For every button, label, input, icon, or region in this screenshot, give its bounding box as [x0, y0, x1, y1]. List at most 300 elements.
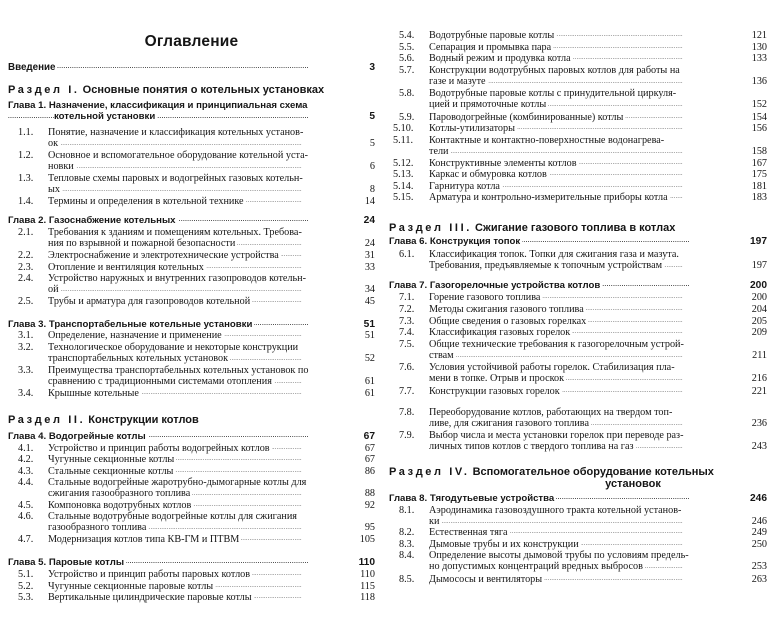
toc-chapter-number: Глава 2. — [8, 215, 47, 226]
toc-subsection-entry[interactable] — [8, 388, 375, 399]
toc-entry-line-text-wrap — [8, 431, 148, 442]
toc-entry-number: 4.5. — [18, 500, 34, 511]
toc-entry-line-text: Переоборудование котлов, работающих на твердом топ- — [429, 407, 673, 418]
toc-entry-number: 7.9. — [399, 430, 415, 441]
toc-page-number: 243 — [751, 441, 767, 453]
toc-entry-text — [389, 362, 767, 385]
toc-subsection-entry[interactable] — [8, 262, 375, 273]
toc-page-number: 24 — [364, 238, 375, 250]
toc-entry-number: 4.2. — [18, 454, 34, 465]
toc-page-number: 110 — [358, 557, 375, 568]
toc-entry-line-text: сжигания газообразного топлива — [48, 488, 191, 500]
toc-part-title-continued: установок — [605, 478, 661, 490]
toc-page-number: 115 — [360, 581, 375, 592]
toc-entry-number: 8.1. — [399, 505, 415, 516]
toc-subsection-entry[interactable] — [389, 339, 767, 362]
toc-entry-line-text: Водогрейные котлы — [48, 431, 146, 442]
toc-subsection-entry[interactable] — [389, 362, 767, 385]
toc-entry-number: 7.3. — [399, 316, 415, 327]
toc-entry-text — [389, 407, 767, 430]
toc-page-number: 205 — [751, 316, 767, 327]
toc-entry-line-text-wrap — [389, 493, 556, 504]
toc-subsection-entry[interactable] — [389, 505, 767, 528]
toc-entry-text — [389, 386, 767, 397]
toc-entry-line — [48, 443, 353, 454]
toc-entry-line-text: Отопление и вентиляция котельных — [48, 262, 204, 273]
toc-chapter-entry[interactable] — [389, 280, 767, 291]
toc-entry-line — [48, 273, 353, 284]
toc-subsection-entry[interactable] — [389, 192, 767, 203]
toc-entry-line-text: ой — [48, 284, 59, 296]
toc-page-number: 246 — [750, 493, 767, 504]
toc-entry-line-text: Водотрубные паровые котлы с принудительной циркуля- — [429, 88, 677, 99]
toc-entry-line-text: Преимущества транспортабельных котельных установок по — [48, 365, 309, 376]
toc-entry-text — [8, 365, 375, 388]
toc-subsection-entry[interactable] — [8, 511, 375, 534]
toc-entry-number: 5.6. — [399, 53, 415, 64]
toc-subsection-entry[interactable] — [389, 386, 767, 397]
toc-entry-line-text: Требования, предъявляемые к топочным устройствам — [429, 260, 663, 272]
toc-entry-text — [8, 557, 375, 568]
toc-subsection-entry[interactable] — [8, 150, 375, 173]
toc-entry-number: 5.7. — [399, 65, 415, 76]
toc-entry-text — [389, 192, 767, 203]
toc-entry-text — [389, 135, 767, 158]
toc-entry-text — [389, 123, 767, 134]
toc-entry-line-text: но допустимых концентраций вредных выбросов — [429, 561, 643, 573]
toc-entry-line — [48, 284, 353, 295]
toc-entry-text — [8, 173, 375, 196]
toc-page-number: 183 — [751, 192, 767, 203]
toc-subsection-entry[interactable] — [8, 466, 375, 477]
toc-entry-text — [389, 42, 767, 53]
toc-entry-text — [389, 430, 767, 453]
toc-page-number: 197 — [750, 236, 767, 247]
toc-entry-text — [389, 236, 767, 247]
toc-part-heading — [389, 466, 767, 490]
toc-entry-line-text: Трубы и арматура для газопроводов котельной — [48, 296, 251, 307]
toc-chapter-number: Глава 8. — [389, 493, 428, 504]
toc-entry-line — [48, 127, 353, 138]
toc-page-number: 216 — [751, 373, 767, 385]
toc-entry-line — [429, 292, 745, 303]
toc-page-number: 88 — [364, 488, 375, 500]
toc-chapter-number: Глава 5. — [8, 557, 47, 568]
toc-entry-line-text: Условия устойчивой работы горелок. Стабилизация пла- — [429, 362, 675, 373]
toc-subsection-entry[interactable] — [8, 365, 375, 388]
toc-page-number: 167 — [751, 158, 767, 169]
toc-page-number: 3 — [369, 62, 375, 73]
toc-chapter-number: Глава 6. — [389, 236, 428, 247]
toc-chapter-entry[interactable] — [389, 236, 767, 247]
toc-entry-line — [48, 238, 353, 249]
toc-part-title: Конструкции котлов — [88, 414, 199, 426]
toc-entry-line-text-wrap — [8, 215, 178, 226]
toc-entry-text — [8, 592, 375, 603]
toc-entry-line — [429, 158, 745, 169]
toc-entry-line-text: Тепловые схемы паровых и водогрейных газовых котельн- — [48, 173, 303, 184]
toc-entry-line — [429, 169, 745, 180]
toc-entry-line-text-wrap — [389, 236, 522, 247]
toc-page-number: 5 — [369, 111, 375, 123]
toc-entry-line — [48, 365, 353, 376]
toc-page-number: 236 — [751, 418, 767, 430]
toc-entry-line-text: Горение газового топлива — [429, 292, 541, 303]
toc-subsection-entry[interactable] — [8, 592, 375, 603]
toc-entry-line — [48, 250, 353, 261]
toc-entry-line-text: ния по взрывной и пожарной безопасности — [48, 238, 236, 250]
toc-entry-number: 7.1. — [399, 292, 415, 303]
toc-page-number: 92 — [364, 500, 375, 511]
toc-entry-text — [8, 569, 375, 580]
toc-part-title: Основные понятия о котельных установках — [82, 84, 325, 96]
toc-page-number: 61 — [364, 388, 375, 399]
toc-entry-text — [8, 319, 375, 330]
toc-entry-line-text: ок — [48, 138, 59, 150]
toc-entry-line — [429, 327, 745, 338]
toc-entry-text — [8, 196, 375, 207]
toc-entry-line-text-wrap — [8, 100, 310, 111]
toc-subsection-entry[interactable] — [389, 430, 767, 453]
toc-page-number: 61 — [364, 376, 375, 388]
toc-entry-line-text: Котлы-утилизаторы — [429, 123, 515, 134]
toc-chapter-entry[interactable] — [8, 557, 375, 568]
toc-entry-line-text: Стальные водотрубные водогрейные котлы для сжигания — [48, 511, 297, 522]
toc-entry-text — [389, 88, 767, 111]
toc-entry-line — [48, 227, 353, 238]
toc-entry-line-text: новки — [48, 161, 74, 173]
toc-subsection-entry[interactable] — [389, 42, 767, 53]
toc-entry-number: 7.2. — [399, 304, 415, 315]
toc-entry-line-text: Общие сведения о газовых горелках — [429, 316, 587, 327]
toc-entry-line — [429, 76, 745, 87]
toc-entry-line — [48, 522, 353, 533]
toc-entry-text — [8, 100, 375, 123]
toc-subsection-entry[interactable] — [8, 443, 375, 454]
toc-entry-line-text-wrap — [389, 280, 602, 291]
toc-entry-text — [8, 431, 375, 442]
toc-entry-text — [389, 292, 767, 303]
toc-subsection-entry[interactable] — [8, 330, 375, 341]
toc-subsection-entry[interactable] — [389, 123, 767, 134]
toc-entry-line — [429, 249, 745, 260]
toc-entry-number: 7.6. — [399, 362, 415, 373]
toc-entry-line-text: Конструкция топок — [429, 236, 521, 247]
toc-subsection-entry[interactable] — [389, 158, 767, 169]
toc-subsection-entry[interactable] — [8, 569, 375, 580]
toc-entry-line — [429, 181, 745, 192]
toc-subsection-entry[interactable] — [389, 574, 767, 585]
toc-entry-line — [429, 112, 745, 123]
toc-entry-line-text: мени в топке. Отрыв и проскок — [429, 373, 565, 385]
toc-entry-line — [8, 557, 353, 568]
toc-entry-line — [48, 296, 353, 307]
toc-part-title: Сжигание газового топлива в котлах — [474, 222, 676, 234]
toc-entry-line — [8, 319, 353, 330]
toc-entry-line-text: Общие технические требования к газогорелочным устрой- — [429, 339, 684, 350]
toc-page-number: 204 — [751, 304, 767, 315]
toc-page-number: 133 — [751, 53, 767, 64]
toc-entry-line — [8, 62, 353, 73]
toc-entry-line-text: Требования к зданиям и помещениям котельных. Требова- — [48, 227, 302, 238]
toc-entry-line — [48, 196, 353, 207]
toc-entry-number: 4.7. — [18, 534, 34, 545]
toc-entry-line-text: Стальные водогрейные жаротрубно-дымогарные котлы для — [48, 477, 307, 488]
toc-entry-line-text: Основное и вспомогательное оборудование котельной уста- — [48, 150, 308, 161]
toc-subsection-entry[interactable] — [389, 316, 767, 327]
toc-entry-number: 5.12. — [393, 158, 414, 169]
toc-entry-line — [429, 561, 745, 572]
toc-subsection-entry[interactable] — [8, 250, 375, 261]
toc-part-label: Раздел IV. — [389, 466, 470, 478]
toc-subsection-entry[interactable] — [389, 88, 767, 111]
toc-entry-number: 5.10. — [393, 123, 414, 134]
toc-entry-line-text: Аэродинамика газовоздушного тракта котельной установ- — [429, 505, 682, 516]
toc-subsection-entry[interactable] — [389, 53, 767, 64]
toc-page-number: 158 — [751, 146, 767, 158]
toc-entry-line-text: Контактные и контактно-поверхностные водонагрева- — [429, 135, 665, 146]
toc-subsection-entry[interactable] — [389, 65, 767, 88]
toc-entry-number: 4.6. — [18, 511, 34, 522]
toc-entry-line — [48, 581, 353, 592]
toc-subsection-entry[interactable] — [8, 581, 375, 592]
toc-entry-line-text: тели — [429, 146, 449, 158]
toc-entry-line — [389, 493, 745, 504]
toc-page-number: 121 — [751, 30, 767, 41]
toc-entry-line — [389, 236, 745, 247]
toc-entry-line — [429, 339, 745, 350]
toc-part-label: Раздел II. — [8, 414, 86, 426]
toc-entry-text — [8, 342, 375, 365]
toc-page-number: 181 — [751, 181, 767, 192]
toc-entry-line-text: Термины и определения в котельной технике — [48, 196, 244, 207]
toc-entry-line-text: Чугунные секционные паровые котлы — [48, 581, 214, 592]
toc-entry-line — [48, 511, 353, 522]
toc-entry-line-text: Вертикальные цилиндрические паровые котлы — [48, 592, 252, 603]
toc-part-heading — [8, 84, 375, 96]
toc-entry-number: 5.13. — [393, 169, 414, 180]
toc-entry-line — [48, 388, 353, 399]
toc-page-number: 246 — [751, 516, 767, 528]
toc-entry-text — [389, 158, 767, 169]
toc-entry-line — [48, 454, 353, 465]
toc-entry-line — [48, 488, 353, 499]
toc-subsection-entry[interactable] — [8, 173, 375, 196]
toc-entry-line-text: Газогорелочные устройства котлов — [429, 280, 601, 291]
toc-entry-line — [429, 65, 745, 76]
toc-page-number: 6 — [369, 161, 375, 173]
toc-entry-line — [429, 418, 745, 429]
toc-subsection-entry[interactable] — [8, 342, 375, 365]
toc-entry-line-text: Гарнитура котла — [429, 181, 500, 192]
toc-entry-number: 3.3. — [18, 365, 34, 376]
toc-entry-line-text: Конструкции водотрубных паровых котлов для работы на — [429, 65, 680, 76]
toc-chapter-number: Глава 3. — [8, 319, 47, 330]
toc-entry-line — [429, 441, 745, 452]
toc-entry-number: 1.3. — [18, 173, 34, 184]
toc-entry-line — [429, 316, 745, 327]
toc-entry-text — [8, 454, 375, 465]
toc-entry-number: 7.4. — [399, 327, 415, 338]
toc-entry-line-text: Классификация топок. Топки для сжигания газа и мазута. — [429, 249, 679, 260]
toc-entry-line-text: Дымовые трубы и их конструкции — [429, 539, 579, 550]
toc-entry-text — [389, 505, 767, 528]
toc-entry-line-text: Чугунные секционные котлы — [48, 454, 175, 465]
toc-subsection-entry[interactable] — [8, 500, 375, 511]
toc-subsection-entry[interactable] — [389, 135, 767, 158]
toc-entry-line-text: Транспортабельные котельные установки — [48, 319, 253, 330]
toc-entry-line — [429, 527, 745, 538]
toc-chapter-entry[interactable] — [8, 100, 375, 123]
toc-subsection-entry[interactable] — [8, 196, 375, 207]
toc-subsection-entry[interactable] — [389, 112, 767, 123]
toc-entry-text — [389, 316, 767, 327]
toc-entry-text — [8, 511, 375, 534]
toc-entry-line-text: ки — [429, 516, 440, 528]
toc-entry-line-text: Крышные котельные — [48, 388, 139, 399]
toc-entry-line-text: Методы сжигания газового топлива — [429, 304, 584, 315]
toc-entry-text — [8, 581, 375, 592]
toc-subsection-entry[interactable] — [8, 296, 375, 307]
toc-entry-number: 2.4. — [18, 273, 34, 284]
toc-entry-line — [429, 99, 745, 110]
toc-entry-line — [429, 350, 745, 361]
toc-entry-line — [48, 466, 353, 477]
toc-entry-line-text: котельной установки — [54, 111, 156, 123]
toc-page-number: 34 — [364, 284, 375, 296]
toc-entry-line — [429, 362, 745, 373]
toc-page-number: 51 — [364, 330, 375, 341]
toc-subsection-entry[interactable] — [389, 304, 767, 315]
toc-subsection-entry[interactable] — [389, 169, 767, 180]
toc-subsection-entry[interactable] — [389, 292, 767, 303]
toc-entry-line — [8, 111, 353, 122]
toc-entry-number: 1.4. — [18, 196, 34, 207]
toc-entry-line — [429, 407, 745, 418]
toc-chapter-number: Глава 7. — [389, 280, 428, 291]
toc-entry-text — [8, 250, 375, 261]
toc-entry-text — [8, 330, 375, 341]
toc-entry-line — [48, 262, 353, 273]
toc-page-number: 67 — [363, 431, 375, 442]
toc-entry-line — [48, 173, 353, 184]
toc-entry-text — [389, 249, 767, 272]
toc-part-heading — [389, 222, 767, 234]
toc-entry-line-text: Тягодутьевые устройства — [429, 493, 555, 504]
toc-entry-number: 5.5. — [399, 42, 415, 53]
toc-entry-text — [389, 53, 767, 64]
toc-subsection-entry[interactable] — [389, 30, 767, 41]
toc-entry-line-text: Устройство наружных и внутренних газопроводов котельн- — [48, 273, 307, 284]
toc-entry-line-text: Классификация газовых горелок — [429, 327, 571, 338]
toc-subsection-entry[interactable] — [8, 127, 375, 150]
toc-subsection-entry[interactable] — [389, 550, 767, 573]
toc-subsection-entry[interactable] — [8, 454, 375, 465]
toc-entry-line — [48, 376, 353, 387]
toc-entry-line-text: Устройство и принцип работы паровых котлов — [48, 569, 251, 580]
toc-subsection-entry[interactable] — [8, 477, 375, 500]
toc-page-number: 200 — [750, 280, 767, 291]
page-title: Оглавление — [144, 33, 239, 50]
toc-entry-number: 5.2. — [18, 581, 34, 592]
toc-subsection-entry[interactable] — [389, 407, 767, 430]
toc-subsection-entry[interactable] — [8, 534, 375, 545]
toc-chapter-entry[interactable] — [8, 431, 375, 442]
toc-part-heading — [8, 414, 375, 426]
toc-entry-line-text: Арматура и контрольно-измерительные приборы котла — [429, 192, 668, 203]
toc-entry-text — [389, 30, 767, 41]
toc-chapter-entry[interactable] — [389, 493, 767, 504]
toc-entry-line-text: Каркас и обмуровка котлов — [429, 169, 547, 180]
toc-entry-line — [48, 592, 353, 603]
toc-entry-line — [48, 342, 353, 353]
toc-page-number: 86 — [364, 466, 375, 477]
toc-entry-number: 6.1. — [399, 249, 415, 260]
toc-part-label: Раздел I. — [8, 84, 80, 96]
toc-subsection-entry[interactable] — [389, 249, 767, 272]
toc-entry-line-text: Водный режим и продувка котла — [429, 53, 571, 64]
toc-page-number: 253 — [751, 561, 767, 573]
toc-entry-line-text: газообразного топлива — [48, 522, 147, 534]
toc-subsection-entry[interactable] — [389, 539, 767, 550]
toc-entry-number: 2.1. — [18, 227, 34, 238]
toc-entry-line — [429, 550, 745, 561]
toc-entry-text — [8, 296, 375, 307]
toc-subsection-entry[interactable] — [389, 181, 767, 192]
toc-entry-text — [8, 477, 375, 500]
toc-entry-line — [429, 88, 745, 99]
toc-entry-line-text: Электроснабжение и электротехнические устройства — [48, 250, 279, 261]
toc-entry-line-text: Технологическое оборудование и некоторые конструкции — [48, 342, 299, 353]
toc-entry-line-text: ствам — [429, 350, 454, 362]
toc-entry-text — [8, 388, 375, 399]
toc-entry-text — [389, 65, 767, 88]
toc-subsection-entry[interactable] — [8, 273, 375, 296]
toc-subsection-entry[interactable] — [389, 327, 767, 338]
toc-entry-line — [8, 100, 353, 111]
toc-page-number: 110 — [360, 569, 375, 580]
toc-entry-line-text: Стальные секционные котлы — [48, 466, 174, 477]
toc-entry-line-text: Определение, назначение и применение — [48, 330, 222, 341]
toc-entry-line — [429, 192, 745, 203]
toc-intro-entry[interactable] — [8, 62, 375, 73]
toc-entry-line — [48, 477, 353, 488]
toc-entry-number: 8.2. — [399, 527, 415, 538]
toc-entry-number: 1.2. — [18, 150, 34, 161]
toc-entry-line — [48, 353, 353, 364]
toc-entry-number: 5.4. — [399, 30, 415, 41]
toc-chapter-entry[interactable] — [8, 215, 375, 226]
toc-subsection-entry[interactable] — [8, 227, 375, 250]
toc-page-number: 45 — [364, 296, 375, 307]
toc-entry-text — [8, 500, 375, 511]
toc-page-number: 250 — [751, 539, 767, 550]
toc-entry-line-text-wrap — [8, 557, 126, 568]
toc-entry-number: 5.1. — [18, 569, 34, 580]
toc-page-number: 33 — [364, 262, 375, 273]
toc-page-number: 52 — [364, 353, 375, 365]
toc-entry-number: 8.5. — [399, 574, 415, 585]
toc-page-number: 67 — [364, 454, 375, 465]
toc-entry-text — [389, 539, 767, 550]
toc-entry-line — [429, 53, 745, 64]
toc-chapter-entry[interactable] — [8, 319, 375, 330]
toc-page-number: 130 — [751, 42, 767, 53]
toc-page-number: 200 — [751, 292, 767, 303]
toc-subsection-entry[interactable] — [389, 527, 767, 538]
toc-entry-text — [389, 574, 767, 585]
toc-entry-line — [429, 430, 745, 441]
